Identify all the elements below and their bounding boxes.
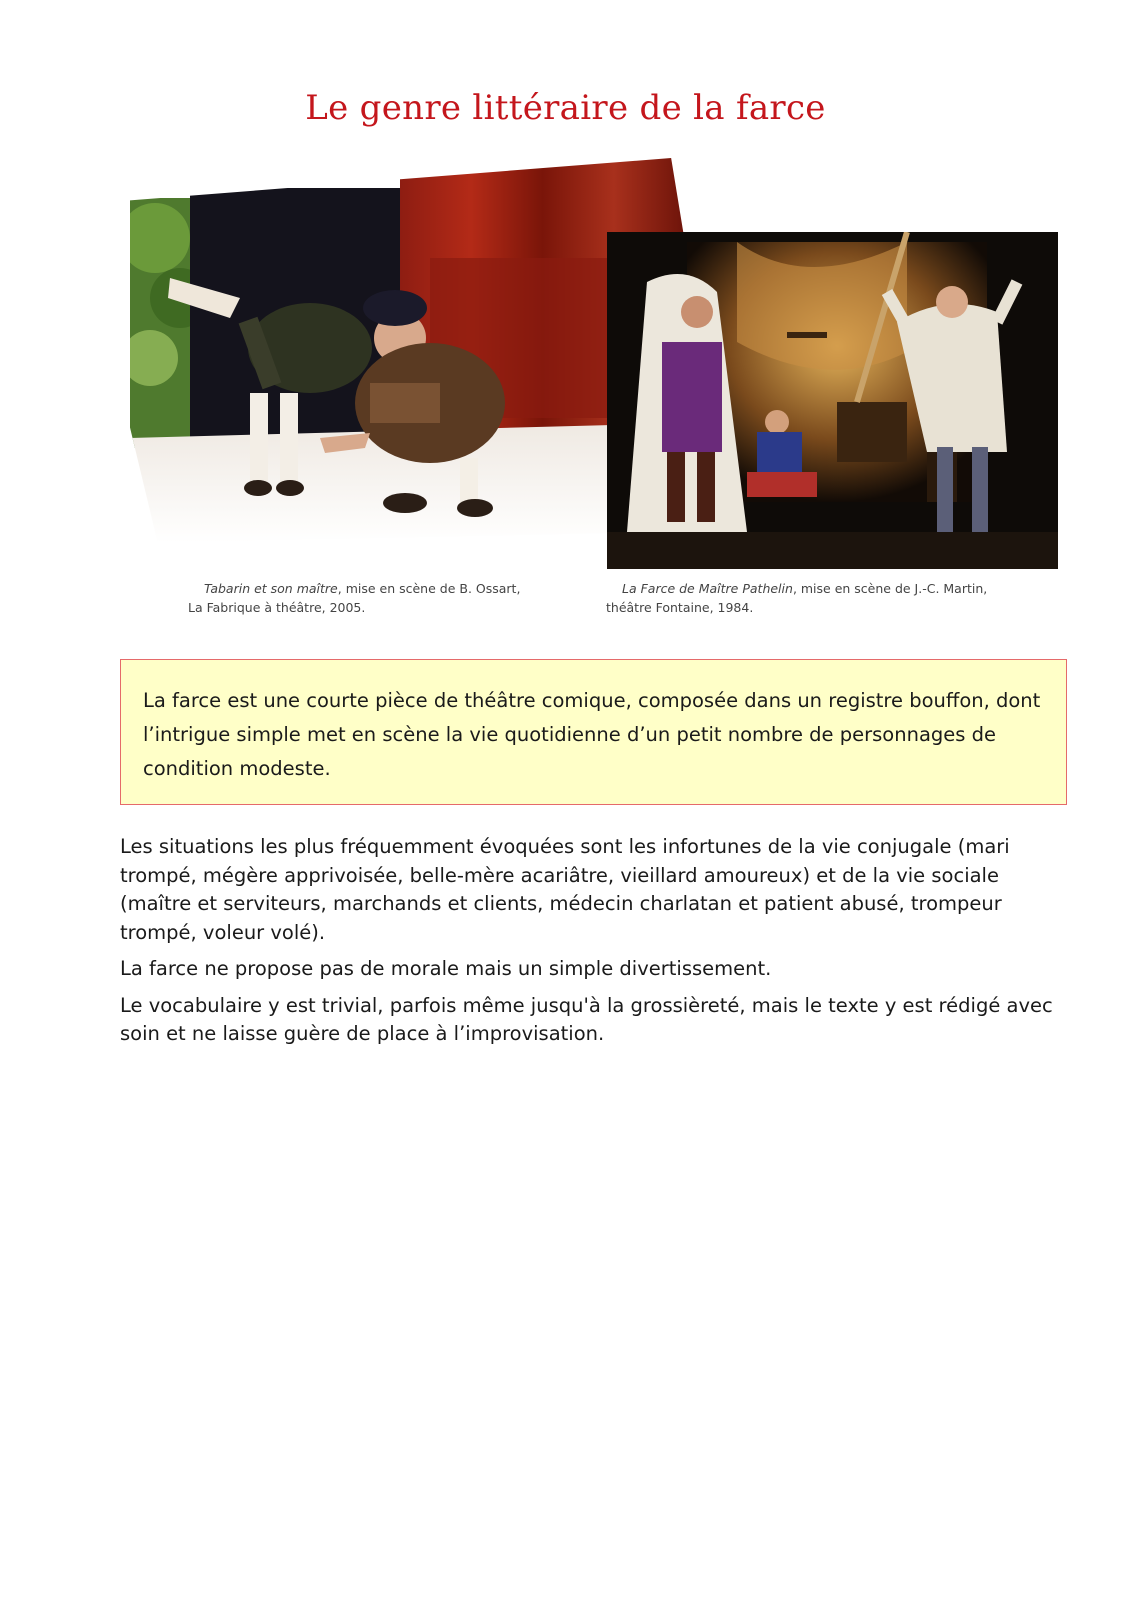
- paragraph-situations: Les situations les plus fréquemment évoquées sont les infortunes de la vie conjugale (mari trompé, mégère apprivoisée, belle-mère acariâtre, vieillard amoureux) et de la vie sociale (maître et serviteurs, marchands et clients, médecin charlatan et patient abusé, trompeur trompé, voleur volé).: [120, 835, 1010, 944]
- caption-venue: La Fabrique à théâtre, 2005.: [188, 600, 366, 615]
- paragraph-morale: La farce ne propose pas de morale mais un simple divertissement.: [120, 957, 772, 980]
- caption-title: Tabarin et son maître: [204, 581, 338, 596]
- caption-title: La Farce de Maître Pathelin: [622, 581, 793, 596]
- paragraph-vocabulaire: Le vocabulaire y est trivial, parfois même jusqu'à la grossièreté, mais le texte y est rédigé avec soin et ne laisse guère de place à l’improvisation.: [120, 993, 1053, 1045]
- photo-tabarin: [130, 158, 685, 543]
- definition-box: [120, 659, 1067, 805]
- photo-caption-tabarin: [188, 579, 588, 617]
- page-title: Le genre littéraire de la farce: [305, 88, 826, 128]
- caption-details: , mise en scène de B. Ossart,: [337, 581, 521, 596]
- caption-venue: théâtre Fontaine, 1984.: [606, 600, 754, 615]
- photo-caption-pathelin: [606, 579, 1036, 617]
- body-text: [120, 833, 1060, 1057]
- photo-pathelin: [607, 232, 1058, 569]
- caption-details: , mise en scène de J.-C. Martin,: [792, 581, 988, 596]
- definition-text: La farce est une courte pièce de théâtre comique, composée dans un registre bouffon, dont l’intrigue simple met en scène la vie quotidienne d’un petit nombre de personnages de condition modeste.: [143, 689, 1041, 780]
